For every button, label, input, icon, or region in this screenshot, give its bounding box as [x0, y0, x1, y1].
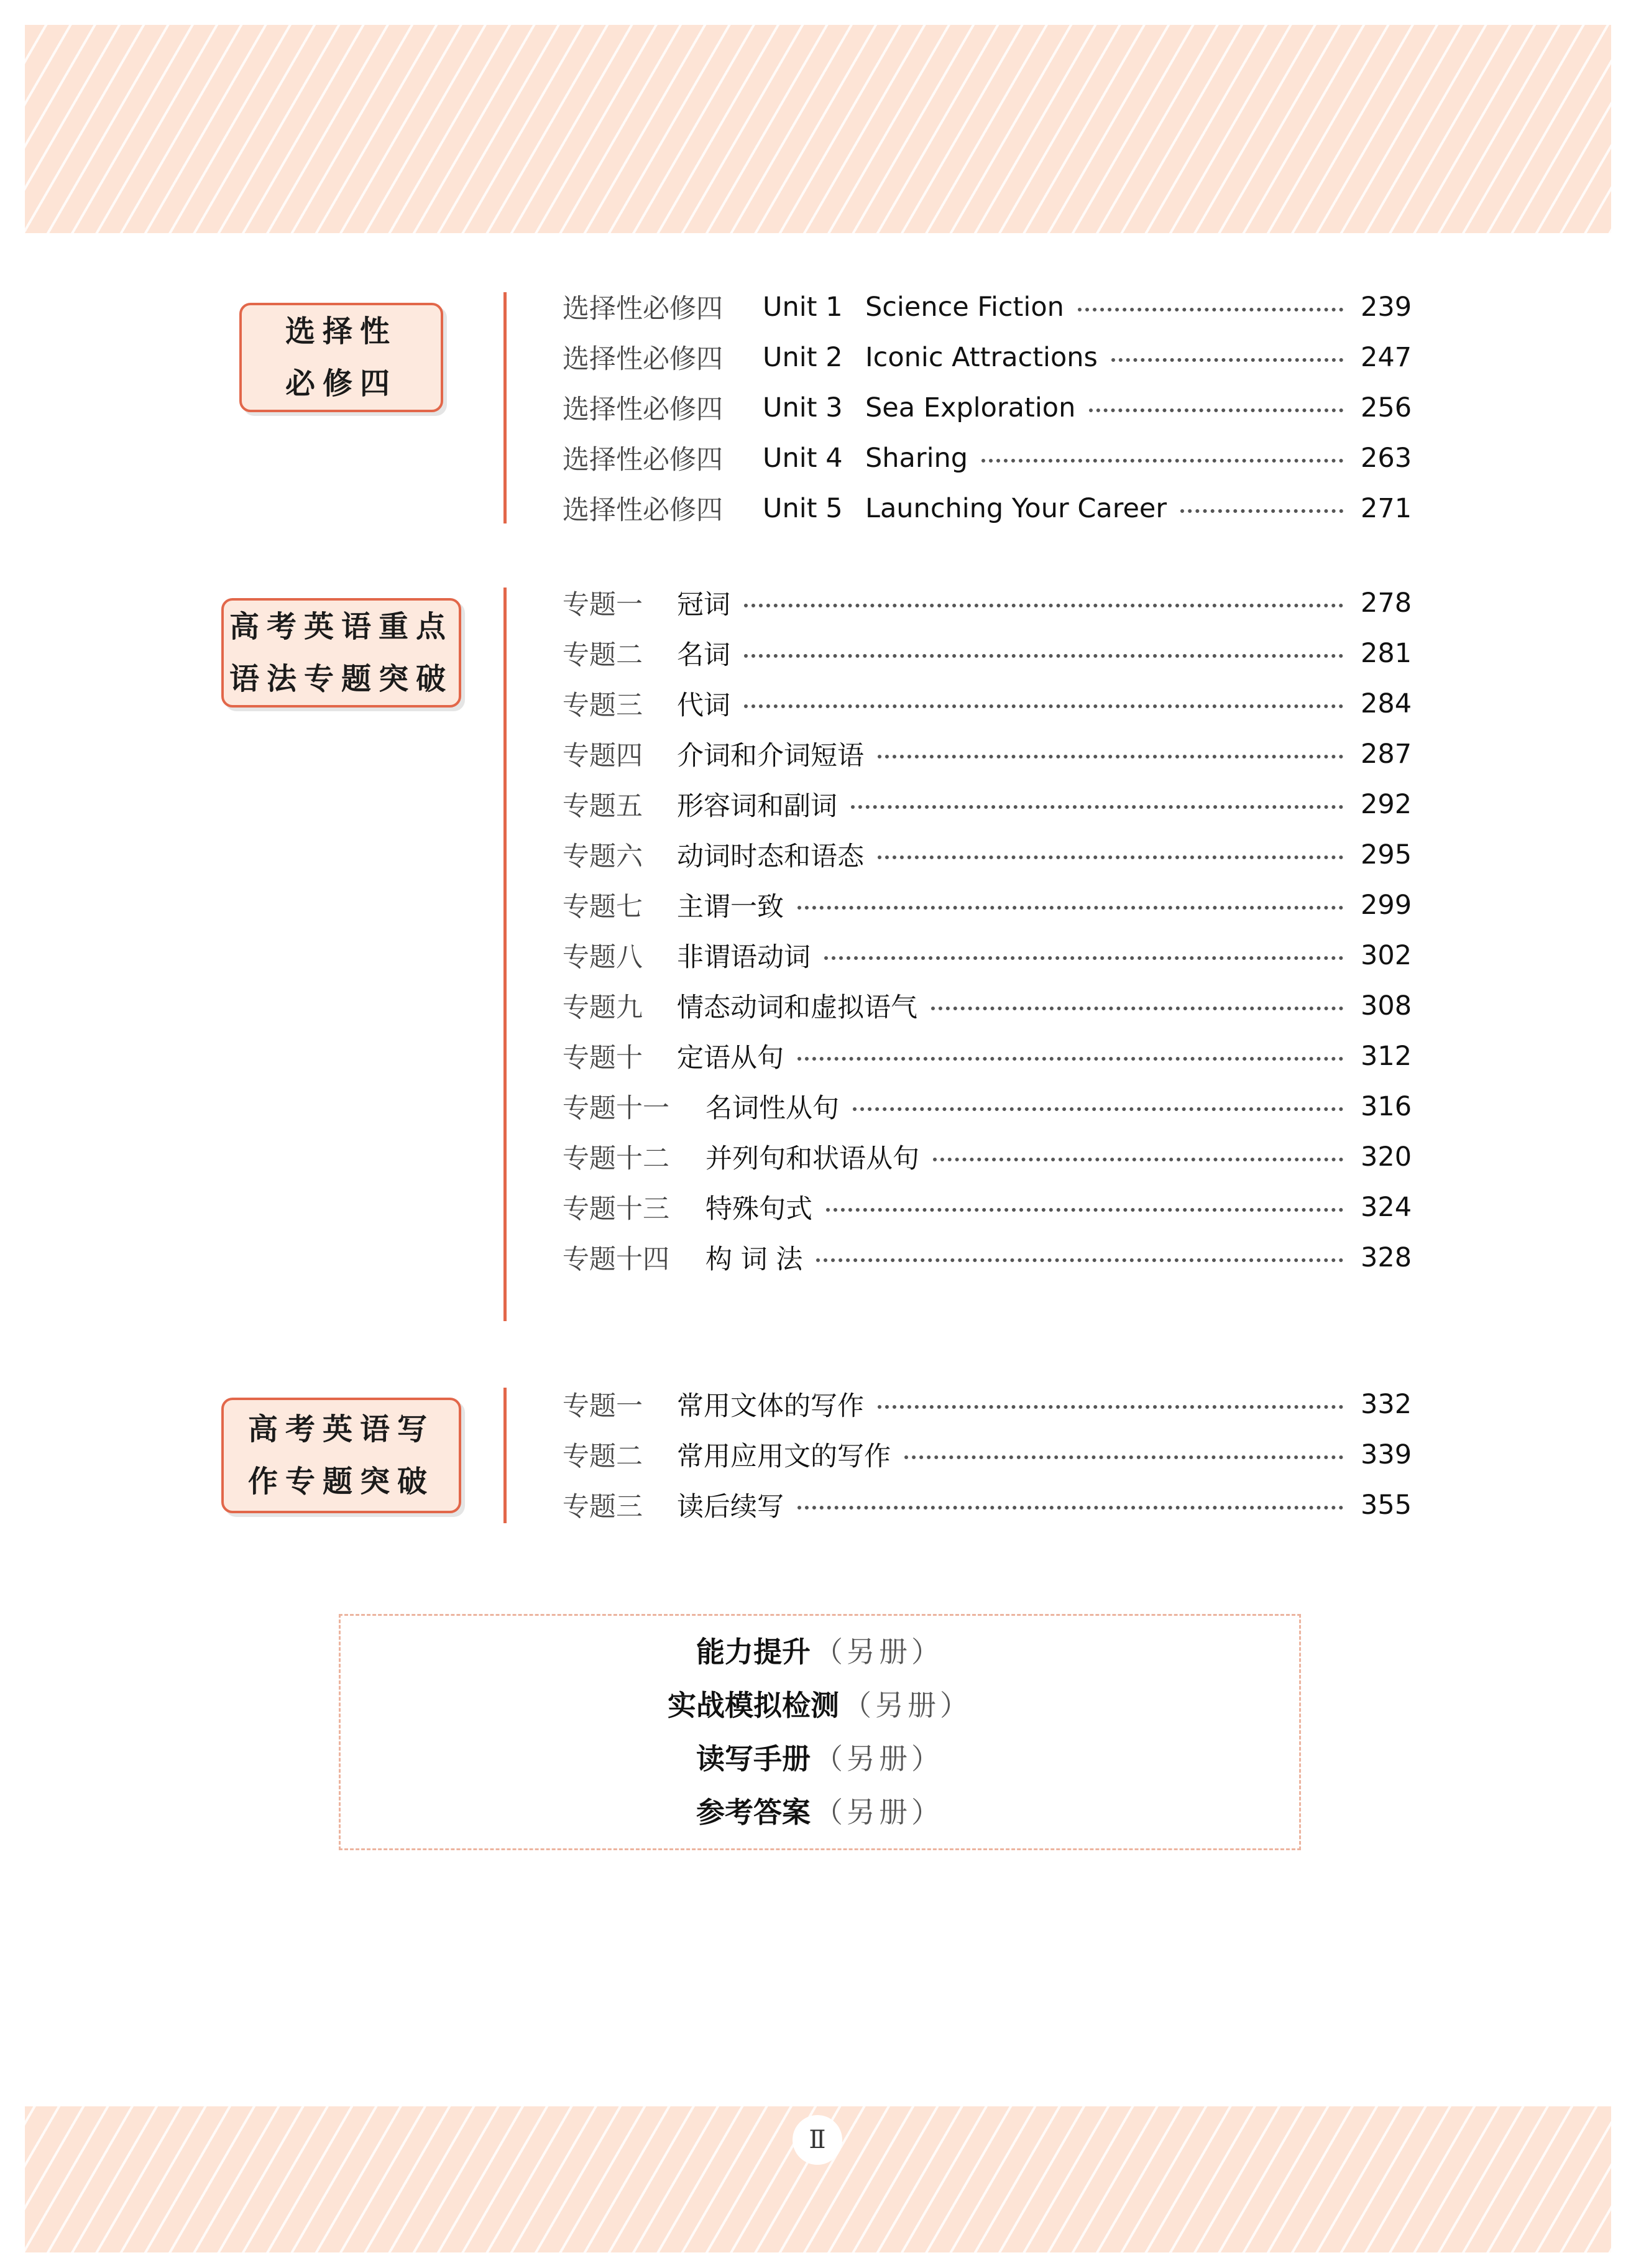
toc-entry[interactable]: [563, 930, 1412, 980]
toc-unit: Unit 4: [763, 442, 843, 474]
toc-category: 专题三: [563, 690, 643, 721]
toc-title: Launching Your Career: [865, 492, 1167, 524]
toc-entry[interactable]: [563, 1429, 1412, 1480]
toc-entry[interactable]: [563, 382, 1412, 433]
leader-dots: [981, 459, 1343, 463]
toc-title: Iconic Attractions: [865, 341, 1098, 373]
toc-entry[interactable]: [563, 829, 1412, 880]
toc-page-number: 295: [1361, 839, 1412, 870]
supplementary-item[interactable]: [696, 1732, 944, 1786]
toc-entry[interactable]: [563, 1182, 1412, 1232]
supplementary-note: （另册）: [814, 1742, 944, 1776]
toc-page-number: 284: [1361, 688, 1412, 719]
toc-entry[interactable]: [563, 729, 1412, 779]
toc-page-number: 302: [1361, 939, 1412, 971]
toc-page-number: 292: [1361, 788, 1412, 820]
toc-entry[interactable]: [563, 483, 1412, 533]
toc-page-number: 287: [1361, 738, 1412, 770]
supplementary-volumes-box: [339, 1614, 1301, 1850]
toc-page-number: 328: [1361, 1242, 1412, 1273]
toc-category: 专题六: [563, 841, 643, 872]
leader-dots: [826, 1208, 1343, 1212]
section-label-line: 必修四: [285, 366, 397, 401]
toc-category: 专题一: [563, 1391, 643, 1422]
section-divider-line: [503, 588, 507, 1321]
supplementary-title: 能力提升: [696, 1635, 811, 1669]
toc-category: 选择性必修四: [563, 495, 723, 526]
leader-dots: [878, 1405, 1343, 1409]
supplementary-note: （另册）: [814, 1796, 944, 1829]
toc-title: 冠词: [677, 589, 730, 620]
toc-page-number: 320: [1361, 1141, 1412, 1173]
toc-entry[interactable]: [563, 1132, 1412, 1182]
leader-dots: [1180, 509, 1343, 513]
toc-entry[interactable]: [563, 779, 1412, 829]
toc-title: 名词性从句: [705, 1093, 839, 1124]
leader-dots: [904, 1455, 1343, 1459]
toc-page-number: 278: [1361, 587, 1412, 619]
toc-entry[interactable]: [563, 1480, 1412, 1530]
toc-category: 专题十二: [563, 1143, 669, 1174]
leader-dots: [744, 704, 1343, 708]
supplementary-item[interactable]: [696, 1786, 944, 1839]
toc-title: 并列句和状语从句: [705, 1143, 919, 1174]
toc-title: Sharing: [865, 442, 968, 474]
toc-category: 专题十: [563, 1043, 643, 1074]
toc-category: 专题二: [563, 640, 643, 671]
toc-page-number: 263: [1361, 442, 1412, 474]
toc-title: 代词: [677, 690, 730, 721]
toc-unit: Unit 1: [763, 291, 843, 323]
toc-title: 名词: [677, 640, 730, 671]
supplementary-title: 实战模拟检测: [668, 1689, 839, 1722]
toc-title: 介词和介词短语: [677, 740, 864, 772]
leader-dots: [878, 855, 1343, 859]
leader-dots: [797, 1057, 1343, 1061]
supplementary-note: （另册）: [843, 1689, 972, 1722]
toc-title: Sea Exploration: [865, 392, 1076, 423]
section-label-line: 选择性: [285, 314, 397, 349]
leader-dots: [744, 604, 1343, 607]
section-label-line: 高考英语写: [247, 1412, 434, 1447]
leader-dots: [853, 1107, 1343, 1111]
toc-entry[interactable]: [563, 332, 1412, 382]
toc-page-number: 316: [1361, 1090, 1412, 1122]
toc-title: Science Fiction: [865, 291, 1064, 323]
leader-dots: [851, 805, 1343, 809]
toc-entry[interactable]: [563, 628, 1412, 678]
toc-page-number: 312: [1361, 1040, 1412, 1072]
toc-title: 形容词和副词: [677, 791, 837, 822]
supplementary-title: 参考答案: [696, 1796, 811, 1829]
supplementary-item[interactable]: [696, 1625, 944, 1679]
toc-entry[interactable]: [563, 282, 1412, 332]
toc-entry[interactable]: [563, 980, 1412, 1031]
toc-category: 专题一: [563, 589, 643, 620]
toc-title: 动词时态和语态: [677, 841, 864, 872]
page-number: Ⅱ: [793, 2115, 842, 2165]
toc-entry[interactable]: [563, 678, 1412, 729]
toc-page-number: 308: [1361, 990, 1412, 1021]
toc-title: 读后续写: [677, 1491, 784, 1523]
toc-page-number: 239: [1361, 291, 1412, 323]
toc-title: 非谓语动词: [677, 942, 811, 973]
toc-entry[interactable]: [563, 1232, 1412, 1283]
leader-dots: [797, 906, 1343, 910]
section-label-line: 语法专题突破: [229, 662, 453, 696]
section-label-writing-topics: [221, 1398, 461, 1513]
toc-title: 构 词 法: [705, 1244, 803, 1275]
section-divider-line: [503, 1388, 507, 1523]
toc-category: 选择性必修四: [563, 394, 723, 425]
toc-category: 专题五: [563, 791, 643, 822]
toc-title: 常用应用文的写作: [677, 1441, 891, 1472]
leader-dots: [1078, 308, 1343, 311]
toc-entry[interactable]: [563, 1379, 1412, 1429]
toc-page-number: 256: [1361, 392, 1412, 423]
toc-page-number: 332: [1361, 1388, 1412, 1420]
leader-dots: [1111, 358, 1343, 362]
toc-page-number: 281: [1361, 637, 1412, 669]
toc-page-number: 355: [1361, 1489, 1412, 1521]
toc-category: 专题十四: [563, 1244, 669, 1275]
section-label-grammar-topics: [221, 598, 461, 708]
toc-title: 定语从句: [677, 1043, 784, 1074]
section-label-line: 高考英语重点: [229, 609, 453, 644]
toc-category: 专题二: [563, 1441, 643, 1472]
toc-entry[interactable]: [563, 1031, 1412, 1081]
supplementary-title: 读写手册: [696, 1742, 811, 1776]
toc-entry[interactable]: [563, 1081, 1412, 1132]
top-decorative-band: [25, 25, 1611, 233]
leader-dots: [878, 755, 1343, 758]
toc-category: 专题三: [563, 1491, 643, 1523]
leader-dots: [931, 1007, 1343, 1010]
toc-title: 常用文体的写作: [677, 1391, 864, 1422]
leader-dots: [824, 956, 1343, 960]
toc-title: 特殊句式: [705, 1194, 812, 1225]
toc-category: 专题八: [563, 942, 643, 973]
toc-unit: Unit 5: [763, 492, 843, 524]
toc-category: 选择性必修四: [563, 344, 723, 375]
supplementary-item[interactable]: [668, 1679, 972, 1732]
toc-page-number: 339: [1361, 1439, 1412, 1470]
section-label-elective-4: [239, 303, 443, 412]
toc-page-number: 247: [1361, 341, 1412, 373]
toc-title: 情态动词和虚拟语气: [677, 992, 917, 1023]
supplementary-note: （另册）: [814, 1635, 944, 1669]
toc-page-number: 271: [1361, 492, 1412, 524]
toc-entry[interactable]: [563, 578, 1412, 628]
toc-category: 专题十一: [563, 1093, 669, 1124]
toc-unit: Unit 3: [763, 392, 843, 423]
toc-category: 选择性必修四: [563, 293, 723, 325]
leader-dots: [816, 1258, 1343, 1262]
toc-unit: Unit 2: [763, 341, 843, 373]
toc-category: 选择性必修四: [563, 445, 723, 476]
leader-dots: [1089, 408, 1343, 412]
toc-page-number: 299: [1361, 889, 1412, 921]
toc-category: 专题十三: [563, 1194, 669, 1225]
leader-dots: [933, 1158, 1343, 1161]
leader-dots: [797, 1506, 1343, 1510]
toc-title: 主谓一致: [677, 892, 784, 923]
toc-category: 专题九: [563, 992, 643, 1023]
toc-entry[interactable]: [563, 880, 1412, 930]
section-label-line: 作专题突破: [247, 1464, 434, 1499]
toc-category: 专题七: [563, 892, 643, 923]
toc-entry[interactable]: [563, 433, 1412, 483]
toc-page-number: 324: [1361, 1191, 1412, 1223]
leader-dots: [744, 654, 1343, 658]
toc-category: 专题四: [563, 740, 643, 772]
section-divider-line: [503, 292, 507, 523]
